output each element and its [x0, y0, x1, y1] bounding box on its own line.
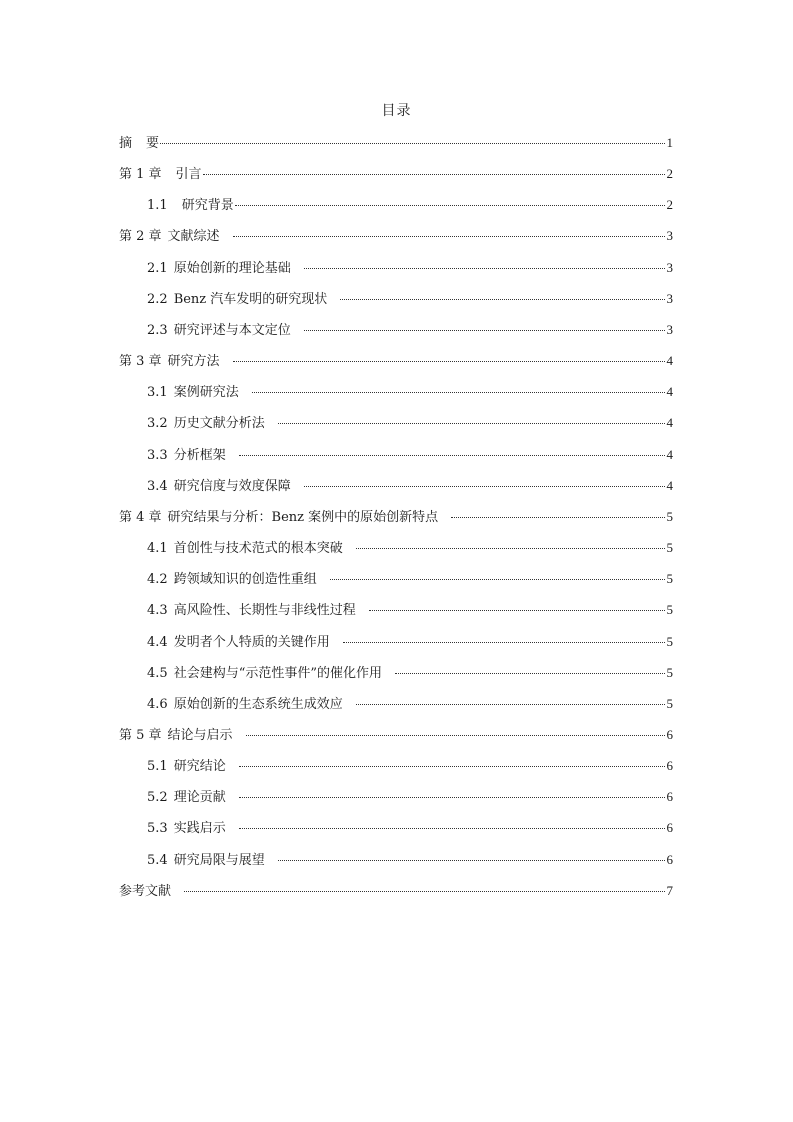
toc-entry-number: 2.2 — [147, 291, 168, 307]
dot-leader — [304, 267, 665, 269]
toc-entry-number: 5.2 — [147, 790, 168, 806]
toc-entry-label[interactable] — [147, 539, 343, 559]
toc-entry-label[interactable] — [119, 165, 202, 185]
toc-entry-page[interactable]: 5 — [666, 571, 673, 587]
toc-entry-number: 第 3 章 — [119, 354, 162, 370]
toc-entry-label[interactable] — [147, 664, 382, 684]
dot-leader — [278, 422, 665, 424]
toc-entry-number: 第 1 章 — [119, 167, 162, 183]
dot-leader — [239, 454, 665, 456]
toc-entry-number: 摘 — [119, 136, 133, 151]
toc-entry[interactable] — [119, 818, 673, 849]
toc-entry-number: 5.4 — [147, 852, 168, 868]
toc-entry-label[interactable] — [147, 695, 343, 715]
toc-entry-page[interactable]: 2 — [666, 197, 673, 213]
toc-entry-page[interactable]: 3 — [666, 321, 673, 337]
dot-leader — [239, 827, 665, 829]
toc-entry[interactable] — [119, 663, 673, 694]
toc-entry-text: 研究结论 — [173, 759, 226, 775]
toc-entry-page[interactable]: 3 — [666, 228, 673, 244]
toc-entry-page[interactable]: 5 — [666, 695, 673, 711]
toc-entry-label[interactable] — [119, 134, 159, 154]
toc-entry[interactable] — [119, 569, 673, 600]
toc-entry-text: 引言 — [175, 167, 202, 183]
toc-entry-text: 原始创新的生态系统生成效应 — [173, 696, 343, 712]
dot-leader — [356, 703, 665, 705]
toc-entry[interactable] — [119, 445, 673, 476]
toc-entry-label[interactable] — [119, 352, 220, 372]
toc-entry-number: 2.3 — [147, 322, 168, 338]
toc-entry-page[interactable]: 3 — [666, 290, 673, 306]
toc-entry-label[interactable] — [147, 446, 226, 466]
toc-entry-text: 分析框架 — [173, 447, 226, 463]
toc-entry-page[interactable]: 4 — [666, 353, 673, 369]
dot-leader — [160, 142, 665, 144]
toc-entry-text: 研究结果与分析：Benz 案例中的原始创新特点 — [167, 509, 439, 525]
toc-entry-number: 4.4 — [147, 634, 168, 650]
toc-entry-number: 5.3 — [147, 821, 168, 837]
toc-entry-number: 4.1 — [147, 541, 168, 557]
toc-entry-page[interactable]: 4 — [666, 446, 673, 462]
toc-entry[interactable] — [119, 289, 673, 320]
toc-entry-text: 研究信度与效度保障 — [173, 478, 291, 494]
toc-entry-label[interactable] — [119, 726, 233, 746]
toc-entry-page[interactable]: 6 — [666, 789, 673, 805]
toc-entry-text: 社会建构与“示范性事件”的催化作用 — [173, 665, 382, 681]
dot-leader — [203, 173, 665, 175]
toc-entry-label[interactable] — [147, 196, 234, 216]
toc-entry[interactable] — [119, 320, 673, 351]
dot-leader — [356, 547, 665, 549]
toc-entry-label[interactable] — [147, 788, 226, 808]
toc-entry-label[interactable] — [147, 477, 291, 497]
toc-entry-text: 文献综述 — [167, 229, 220, 245]
toc-entry-page[interactable]: 7 — [666, 882, 673, 898]
toc-entry-number: 3.1 — [147, 385, 168, 401]
toc-entry-text: 研究背景 — [181, 198, 234, 214]
toc-entry-text: 高风险性、长期性与非线性过程 — [173, 603, 356, 619]
toc-entry[interactable] — [119, 850, 673, 881]
toc-entry-page[interactable]: 2 — [666, 166, 673, 182]
toc-entry-page[interactable]: 5 — [666, 602, 673, 618]
toc-entry[interactable] — [119, 756, 673, 787]
toc-entry-number: 4.3 — [147, 603, 168, 619]
dot-leader — [278, 859, 665, 861]
dot-leader — [233, 360, 665, 362]
toc-entry-number: 3.3 — [147, 447, 168, 463]
toc-entry-number: 3.4 — [147, 478, 168, 494]
toc-entry[interactable] — [119, 351, 673, 382]
toc-entry-label[interactable] — [119, 508, 438, 528]
toc-entry-text: 研究方法 — [167, 354, 220, 370]
dot-leader — [239, 796, 665, 798]
toc-title: 目录 — [381, 103, 412, 119]
toc-entry-text: 案例研究法 — [173, 385, 239, 401]
toc-entry[interactable] — [119, 413, 673, 444]
toc-entry-text: 跨领域知识的创造性重组 — [173, 572, 317, 588]
toc-entry-text: 要 — [146, 136, 160, 151]
toc-entry-text: 首创性与技术范式的根本突破 — [173, 541, 343, 557]
toc-entry-label[interactable] — [147, 414, 265, 434]
toc-entry-label[interactable] — [147, 633, 330, 653]
toc-entry-page[interactable]: 6 — [666, 758, 673, 774]
toc-entry[interactable] — [119, 164, 673, 195]
toc-entry-label[interactable] — [147, 851, 265, 871]
dot-leader — [184, 890, 665, 892]
dot-leader — [252, 391, 665, 393]
toc-entry[interactable] — [119, 787, 673, 818]
toc-entry-number: 第 4 章 — [119, 509, 162, 525]
toc-entry-number: 第 2 章 — [119, 229, 162, 245]
toc-entry-text: 理论贡献 — [173, 790, 226, 806]
toc-entry-number: 4.2 — [147, 572, 168, 588]
toc-entry-page[interactable]: 6 — [666, 851, 673, 867]
toc-entry-page[interactable]: 1 — [666, 135, 673, 150]
dot-leader — [235, 204, 665, 206]
toc-entry-label[interactable] — [147, 321, 291, 341]
toc-entry[interactable] — [119, 507, 673, 538]
toc-entry-text: 研究评述与本文定位 — [173, 322, 291, 338]
toc-entry-number: 4.5 — [147, 665, 168, 681]
dot-leader — [451, 516, 665, 518]
dot-leader — [330, 578, 665, 580]
toc-entry[interactable] — [119, 476, 673, 507]
toc-entry-label[interactable] — [119, 882, 171, 902]
dot-leader — [233, 235, 665, 237]
toc-entry-label[interactable] — [147, 757, 226, 777]
toc-entry-number: 2.1 — [147, 260, 168, 276]
toc-entry[interactable] — [119, 600, 673, 631]
toc-entry-page[interactable]: 5 — [666, 508, 673, 524]
toc-entry-text: 发明者个人特质的关键作用 — [173, 634, 330, 650]
toc-entry-label[interactable] — [147, 290, 327, 310]
toc-entry-label[interactable] — [147, 601, 356, 621]
table-of-contents — [119, 133, 673, 912]
dot-leader — [304, 329, 665, 331]
toc-entry-text: 实践启示 — [173, 821, 226, 837]
toc-entry[interactable] — [119, 725, 673, 756]
toc-entry-number: 4.6 — [147, 696, 168, 712]
toc-entry[interactable] — [119, 881, 673, 912]
toc-entry[interactable] — [119, 382, 673, 413]
toc-entry-text: 结论与启示 — [167, 727, 233, 743]
toc-entry-text: Benz 汽车发明的研究现状 — [173, 291, 328, 307]
toc-entry-number: 3.2 — [147, 416, 168, 432]
toc-entry-page[interactable]: 5 — [666, 664, 673, 680]
dot-leader — [369, 609, 665, 611]
toc-entry-number: 1.1 — [147, 198, 168, 214]
toc-entry[interactable] — [119, 258, 673, 289]
toc-entry-page[interactable]: 4 — [666, 384, 673, 400]
toc-entry-label[interactable] — [147, 819, 226, 839]
toc-entry[interactable] — [119, 226, 673, 257]
toc-entry-label[interactable] — [147, 383, 239, 403]
toc-entry[interactable] — [119, 694, 673, 725]
toc-entry-number: 5.1 — [147, 759, 168, 775]
toc-entry[interactable] — [119, 195, 673, 226]
toc-entry-label[interactable] — [147, 570, 317, 590]
toc-entry-text: 原始创新的理论基础 — [173, 260, 291, 276]
toc-entry-page[interactable]: 4 — [666, 477, 673, 493]
dot-leader — [343, 641, 665, 643]
dot-leader — [395, 672, 665, 674]
toc-entry-page[interactable]: 3 — [666, 259, 673, 275]
toc-entry-text: 研究局限与展望 — [173, 852, 265, 868]
dot-leader — [304, 485, 665, 487]
toc-entry-page[interactable]: 5 — [666, 633, 673, 649]
toc-entry-text: 历史文献分析法 — [173, 416, 265, 432]
toc-entry-page[interactable]: 4 — [666, 415, 673, 431]
toc-entry-label[interactable] — [147, 259, 291, 279]
toc-entry[interactable] — [119, 133, 673, 164]
dot-leader — [246, 734, 665, 736]
toc-entry-number: 第 5 章 — [119, 727, 162, 743]
toc-entry-page[interactable]: 6 — [666, 726, 673, 742]
dot-leader — [239, 765, 665, 767]
toc-entry-text: 参考文献 — [119, 883, 172, 899]
dot-leader — [340, 298, 665, 300]
toc-entry-label[interactable] — [119, 227, 220, 247]
toc-entry[interactable] — [119, 632, 673, 663]
toc-entry-page[interactable]: 6 — [666, 820, 673, 836]
toc-entry[interactable] — [119, 538, 673, 569]
toc-entry-page[interactable]: 5 — [666, 540, 673, 556]
